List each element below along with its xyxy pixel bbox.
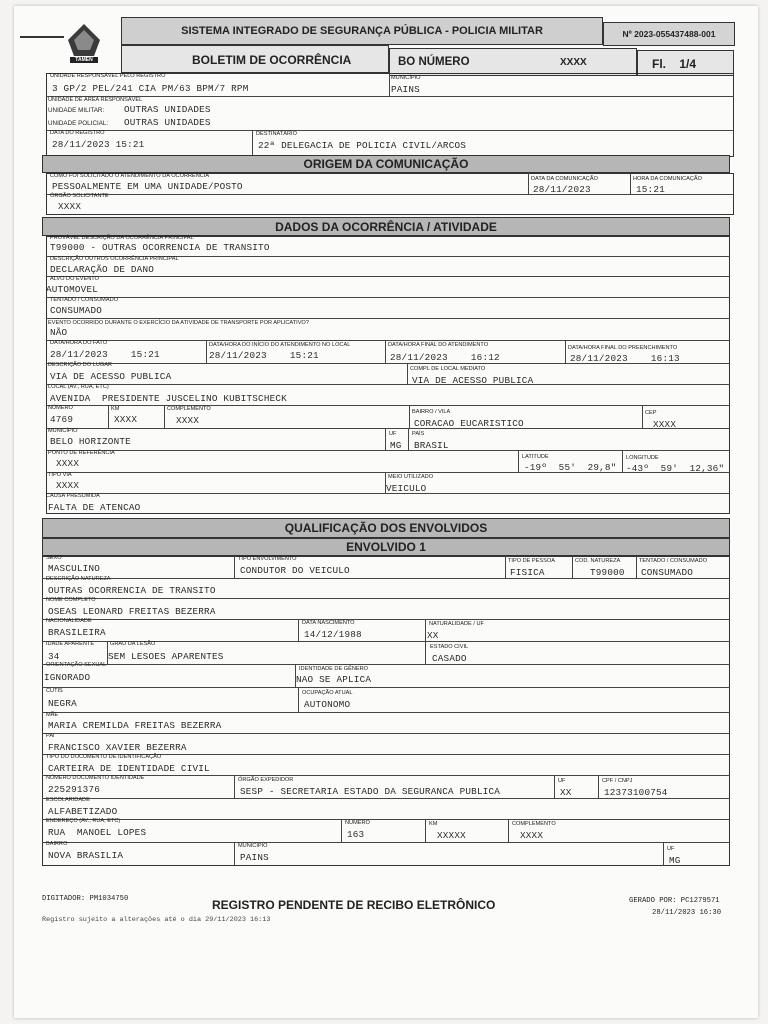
lesao-value: SEM LESOES APARENTES (108, 651, 224, 662)
cutis-label: CUTIS (46, 688, 63, 694)
km-label: KM (111, 406, 120, 412)
uf-end-label: UF (667, 846, 675, 852)
municipio-ocorrencia-label: MUNICÍPIO (48, 428, 78, 434)
municipio-label: MUNICÍPIO (391, 75, 421, 81)
descricao-outros-value: DECLARAÇÃO DE DANO (50, 264, 155, 275)
numero-label: NÚMERO (48, 405, 73, 411)
uf-doc-value: XX (560, 787, 572, 798)
cpf-label: CPF / CNPJ (602, 778, 633, 784)
uf-label: UF (389, 431, 397, 437)
rule (234, 842, 235, 866)
estado-civil-value: CASADO (432, 653, 467, 664)
logo-text: TAMEN (75, 57, 93, 63)
rule (425, 641, 426, 664)
causa-value: FALTA DE ATENCAO (48, 502, 141, 513)
inicio-atendimento-value: 28/11/2023 15:21 (209, 350, 319, 361)
meio-label: MEIO UTILIZADO (388, 474, 434, 480)
rule (42, 598, 730, 599)
ocupacao-value: AUTONOMO (304, 699, 351, 710)
rule (642, 405, 643, 428)
orientacao-label: ORIENTAÇÃO SEXUAL (46, 662, 107, 668)
nome-value: OSEAS LEONARD FREITAS BEZERRA (48, 606, 216, 617)
orientacao-value: IGNORADO (44, 672, 91, 683)
como-value: PESSOALMENTE EM UMA UNIDADE/POSTO (52, 181, 243, 192)
complemento-end-value: XXXX (520, 830, 544, 841)
tent-cons-value: CONSUMADO (641, 567, 694, 578)
naturalidade-value: XX (427, 630, 439, 641)
rule (46, 318, 730, 319)
rule (425, 819, 426, 842)
rule (46, 428, 730, 429)
estado-civil-label: ESTADO CIVIL (430, 644, 469, 650)
km-end-label: KM (429, 821, 438, 827)
evento-value: NÃO (50, 327, 68, 338)
rule (42, 819, 730, 820)
nascimento-label: DATA NASCIMENTO (302, 620, 355, 626)
rule (46, 405, 730, 406)
desc-lugar-value: VIA DE ACESSO PUBLICA (50, 371, 172, 382)
inicio-atendimento-label: DATA/HORA DO INÍCIO DO ATENDIMENTO NO LOCAL (209, 342, 351, 348)
tipo-pessoa-value: FISICA (510, 567, 545, 578)
tipo-envolvimento-label: TIPO ENVOLVIMENTO (238, 556, 297, 562)
rule (630, 173, 631, 194)
sexo-value: MASCULINO (48, 563, 101, 574)
desc-natureza-value: OUTRAS OCORRENCIA DE TRANSITO (48, 585, 216, 596)
provavel-value: T99000 - OUTRAS OCORRENCIA DE TRANSITO (50, 242, 270, 253)
hora-comunicacao-label: HORA DA COMUNICAÇÃO (633, 176, 702, 182)
alvo-label: ALVO DO EVENTO (50, 276, 99, 282)
section-dados-title: DADOS DA OCORRÊNCIA / ATIVIDADE (42, 217, 730, 236)
numero-end-value: 163 (347, 829, 365, 840)
municipio-end-label: MUNICÍPIO (238, 843, 268, 849)
tipo-via-label: TIPO VIA (48, 472, 72, 478)
tipo-pessoa-label: TIPO DE PESSOA (508, 558, 555, 564)
rule (42, 775, 730, 776)
rule (408, 428, 409, 450)
area-label: UNIDADE DE ÁREA RESPONSÁVEL (48, 97, 143, 103)
sheet-number: Fl. 1/4 (652, 57, 697, 71)
endereco-value: RUA MANOEL LOPES (48, 827, 147, 838)
lesao-label: GRAU DA LESÃO (110, 641, 156, 647)
referencia-label: PONTO DE REFERÊNCIA (48, 450, 115, 456)
escolaridade-value: ALFABETIZADO (48, 806, 118, 817)
compl-local-value: VIA DE ACESSO PUBLICA (412, 375, 534, 386)
local-label: LOCAL (AV., RUA, ETC) (48, 384, 109, 390)
rule (46, 297, 730, 298)
genero-label: IDENTIDADE DE GÊNERO (299, 666, 368, 672)
rule (46, 130, 734, 131)
cod-natureza-value: T99000 (590, 567, 625, 578)
rule (42, 798, 730, 799)
gerado-por: GERADO POR: PC1279571 (629, 897, 720, 905)
ocupacao-label: OCUPAÇÃO ATUAL (302, 690, 353, 696)
longitude-value: -43º 59' 12,36" (626, 463, 725, 474)
evento-label: EVENTO OCORRIDO DURANTE O EXERCÍCIO DA ATIVIDADE DE TRANSPORTE POR APLICATIVO? (48, 320, 309, 326)
document-number-box (603, 22, 735, 46)
pai-value: FRANCISCO XAVIER BEZERRA (48, 742, 187, 753)
rule (42, 733, 730, 734)
orgao-solicitante-label: ÓRGÃO SOLICITANTE (50, 193, 109, 199)
cep-value: XXXX (653, 419, 677, 430)
section-origem-title: ORIGEM DA COMUNICAÇÃO (42, 155, 730, 173)
data-registro-value: 28/11/2023 15:21 (52, 139, 145, 150)
rule (341, 819, 342, 842)
rule (164, 405, 165, 428)
bairro-value: CORACAO EUCARISTICO (414, 418, 524, 429)
uf-doc-label: UF (558, 778, 566, 784)
rule (407, 363, 408, 384)
destinatario-label: DESTINATÁRIO (256, 131, 297, 137)
como-label: COMO FOI SOLICITADO O ATENDIMENTO DA OCORRÊNCIA (50, 173, 210, 179)
provavel-label: PROVÁVEL DESCRIÇÃO DA OCORRÊNCIA PRINCIPAL (50, 235, 194, 241)
rule (298, 619, 299, 641)
rule (572, 556, 573, 578)
unidade-policial-label: UNIDADE POLICIAL: (48, 120, 109, 127)
section-qualificacao-title: QUALIFICAÇÃO DOS ENVOLVIDOS (42, 518, 730, 538)
complemento-label: COMPLEMENTO (167, 406, 211, 412)
unidade-militar-label: UNIDADE MILITAR: (48, 107, 105, 114)
idade-label: IDADE APARENTE (46, 641, 95, 647)
final-preenchimento-value: 28/11/2023 16:13 (570, 353, 680, 364)
num-doc-value: 225291376 (48, 784, 101, 795)
rule (42, 842, 730, 843)
referencia-value: XXXX (56, 458, 80, 469)
rule (425, 619, 426, 641)
endereco-label: ENDEREÇO (AV., RUA, ETC) (46, 818, 121, 824)
hora-comunicacao-value: 15:21 (636, 184, 665, 195)
longitude-label: LONGITUDE (626, 455, 659, 461)
rule (46, 276, 730, 277)
naturalidade-label: NATURALIDADE / UF (429, 621, 484, 627)
recibo-pendente-title: REGISTRO PENDENTE DE RECIBO ELETRÔNICO (212, 898, 496, 912)
data-fato-label: DATA/HORA DO FATO (50, 340, 108, 346)
complemento-end-label: COMPLEMENTO (512, 821, 556, 827)
rule (565, 340, 566, 363)
bairro-label: BAIRRO / VILA (412, 409, 451, 415)
final-atendimento-value: 28/11/2023 16:12 (390, 352, 500, 363)
uf-value: MG (390, 440, 402, 451)
nascimento-value: 14/12/1988 (304, 629, 362, 640)
bo-number-value: XXXX (560, 57, 587, 68)
descricao-outros-label: DESCRIÇÃO OUTROS OCORRÊNCIA PRINCIPAL (50, 256, 179, 262)
rule (108, 405, 109, 428)
rule (505, 556, 506, 578)
doc-title-box (121, 45, 389, 73)
bo-number-label: BO NÚMERO (398, 56, 470, 68)
envolvido-title: ENVOLVIDO 1 (42, 538, 730, 556)
sexo-label: SEXO (46, 555, 62, 561)
num-doc-label: NÚMERO DOCUMENTO IDENTIDADE (46, 775, 145, 781)
rule (234, 775, 235, 798)
data-comunicacao-label: DATA DA COMUNICAÇÃO (531, 176, 598, 182)
nacionalidade-value: BRASILEIRA (48, 627, 106, 638)
rule (42, 712, 730, 713)
rule (46, 450, 730, 451)
latitude-label: LATITUDE (522, 454, 549, 460)
rule (385, 340, 386, 363)
local-value: AVENIDA PRESIDENTE JUSCELINO KUBITSCHECK (50, 393, 287, 404)
compl-local-label: COMPL DE LOCAL MEDIATO (410, 366, 486, 372)
alvo-value: AUTOMOVEL (46, 284, 99, 295)
rule (389, 73, 390, 96)
orgao-expedidor-value: SESP - SECRETARIA ESTADO DA SEGURANCA PUBLICA (240, 786, 501, 797)
final-atendimento-label: DATA/HORA FINAL DO ATENDIMENTO (388, 342, 489, 348)
rule (385, 428, 386, 450)
doc-title: BOLETIM DE OCORRÊNCIA (192, 53, 352, 67)
rule (598, 775, 599, 798)
numero-end-label: NÚMERO (345, 820, 370, 826)
digitador: DIGITADOR: PM1034750 (42, 895, 129, 903)
orgao-solicitante-value: XXXX (58, 201, 82, 212)
gerado-data: 28/11/2023 16:30 (652, 909, 722, 917)
rule (663, 842, 664, 866)
rule (636, 556, 637, 578)
rule (46, 194, 734, 195)
rule (234, 556, 235, 578)
rule (409, 405, 410, 428)
rule (46, 384, 730, 385)
tipo-via-value: XXXX (56, 480, 80, 491)
rule (46, 96, 734, 97)
rule (42, 687, 730, 688)
system-title-bar (121, 17, 603, 45)
rule (298, 687, 299, 712)
orgao-expedidor-label: ÓRGÃO EXPEDIDOR (238, 777, 294, 783)
rule (528, 173, 529, 194)
system-title: SISTEMA INTEGRADO DE SEGURANÇA PÚBLICA - POLICIA MILITAR (181, 25, 543, 37)
document-number: Nº 2023-055437488-001 (622, 29, 716, 39)
rule (252, 130, 253, 157)
municipio-ocorrencia-value: BELO HORIZONTE (50, 436, 131, 447)
cpf-value: 12373100754 (604, 787, 668, 798)
unidade-policial-value: OUTRAS UNIDADES (124, 117, 211, 128)
unidade-militar-value: OUTRAS UNIDADES (124, 104, 211, 115)
mae-label: MÃE (46, 712, 59, 718)
data-comunicacao-value: 28/11/2023 (533, 184, 591, 195)
km-value: XXXX (114, 414, 138, 425)
tentado-value: CONSUMADO (50, 305, 103, 316)
rule (518, 450, 519, 472)
corner-line (20, 36, 64, 38)
km-end-value: XXXXX (437, 830, 466, 841)
tent-cons-label: TENTADO / CONSUMADO (639, 558, 707, 564)
tipo-doc-value: CARTEIRA DE IDENTIDADE CIVIL (48, 763, 210, 774)
rule (42, 619, 730, 620)
escolaridade-label: ESCOLARIDADE (46, 797, 90, 803)
tentado-label: TENTADO / CONSUMADO (50, 297, 118, 303)
uf-end-value: MG (669, 855, 681, 866)
genero-value: NAO SE APLICA (296, 674, 372, 685)
pais-value: BRASIL (414, 440, 449, 451)
desc-lugar-label: DESCRIÇÃO DO LUGAR (48, 362, 113, 368)
mae-value: MARIA CREMILDA FREITAS BEZERRA (48, 720, 222, 731)
data-fato-value: 28/11/2023 15:21 (50, 349, 160, 360)
bairro-end-value: NOVA BRASILIA (48, 850, 124, 861)
destinatario-value: 22ª DELEGACIA DE POLICIA CIVIL/ARCOS (258, 140, 467, 151)
desc-natureza-label: DESCRIÇÃO NATUREZA (46, 576, 111, 582)
rule (554, 775, 555, 798)
cod-natureza-label: COD. NATUREZA (575, 558, 621, 564)
cep-label: CEP (645, 410, 657, 416)
rule (42, 578, 730, 579)
unidade-responsavel-value: 3 GP/2 PEL/241 CIA PM/63 BPM/7 RPM (52, 83, 249, 94)
bo-number-box (389, 48, 637, 76)
complemento-value: XXXX (176, 415, 200, 426)
nome-label: NOME COMPLETO (46, 597, 96, 603)
nacionalidade-label: NACIONALIDADE (46, 618, 92, 624)
rule (42, 664, 730, 665)
tipo-doc-label: TIPO DO DOCUMENTO DE IDENTIFICAÇÃO (46, 754, 162, 760)
unidade-responsavel-label: UNIDADE RESPONSÁVEL PELO REGISTRO (50, 73, 166, 79)
pm-logo (64, 22, 104, 64)
idade-value: 34 (48, 651, 60, 662)
numero-value: 4769 (50, 414, 74, 425)
municipio-end-value: PAINS (240, 852, 269, 863)
tipo-envolvimento-value: CONDUTOR DO VEICULO (240, 565, 350, 576)
rule (622, 450, 623, 472)
bairro-end-label: BAIRRO (46, 841, 68, 847)
rule (508, 819, 509, 842)
final-preenchimento-label: DATA/HORA FINAL DO PREENCHIMENTO (568, 345, 678, 351)
registro-sujeito: Registro sujeito a alterações até o dia 29/11/2023 16:13 (42, 916, 271, 924)
municipio-value: PAINS (391, 84, 420, 95)
pai-label: PAI (46, 733, 55, 739)
rule (46, 340, 730, 341)
rule (206, 340, 207, 363)
causa-label: CAUSA PRESUMIDA (46, 493, 100, 499)
meio-value: VEICULO (386, 483, 427, 494)
pais-label: PAÍS (412, 431, 425, 437)
data-registro-label: DATA DO REGISTRO (50, 130, 105, 136)
cutis-value: NEGRA (48, 698, 77, 709)
latitude-value: -19º 55' 29,8" (524, 462, 617, 473)
